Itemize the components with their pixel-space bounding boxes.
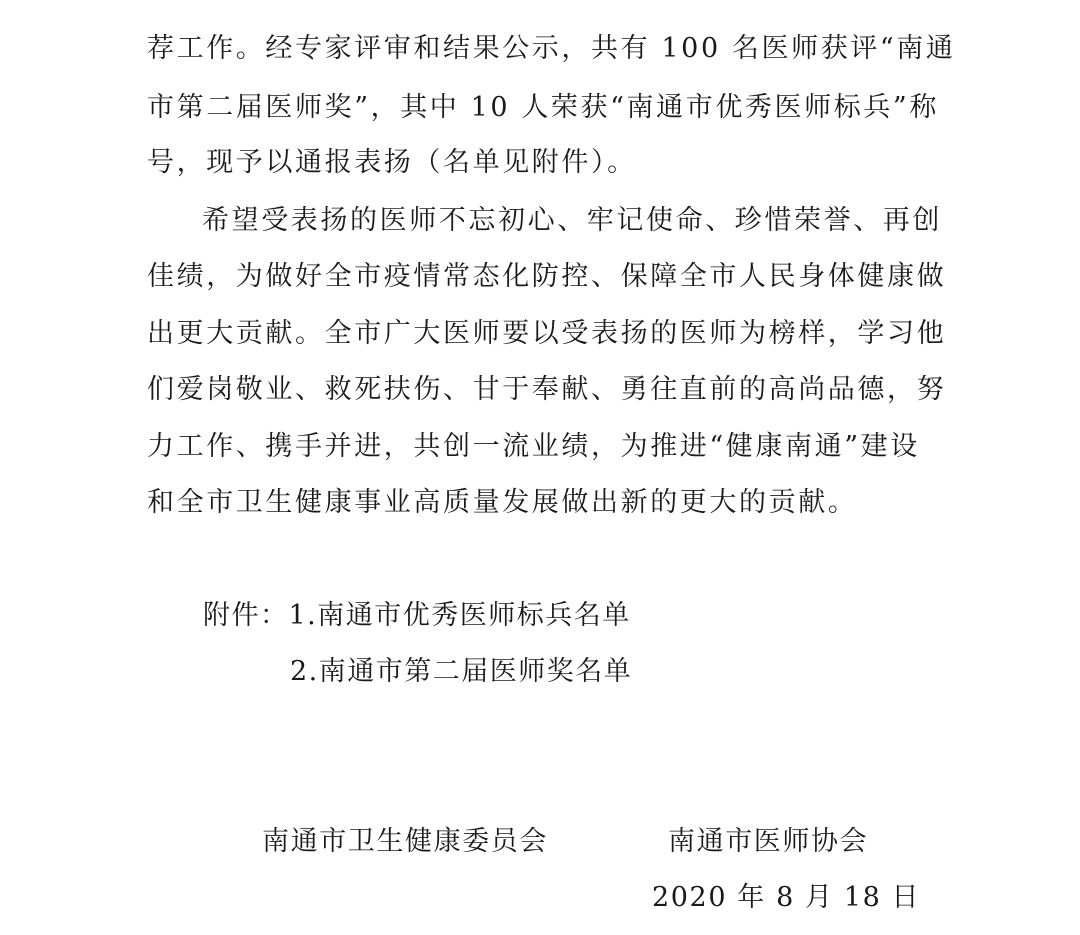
paragraph-1-line-1: 荐工作。经专家评审和结果公示，共有 100 名医师获评“南通 — [147, 33, 956, 64]
signature-health-commission: 南通市卫生健康委员会 — [262, 826, 548, 857]
paragraph-2-line-2: 佳绩，为做好全市疫情常态化防控、保障全市人民身体健康做 — [147, 261, 947, 292]
paragraph-2-line-4: 们爱岗敬业、救死扶伤、甘于奉献、勇往直前的高尚品德，努 — [147, 374, 947, 405]
paragraph-1-line-2: 市第二届医师奖”，其中 10 人荣获“南通市优秀医师标兵”称 — [147, 92, 939, 123]
signature-physician-association: 南通市医师协会 — [668, 826, 869, 857]
paragraph-2-line-3: 出更大贡献。全市广大医师要以受表扬的医师为榜样，学习他 — [147, 318, 947, 349]
document-date: 2020 年 8 月 18 日 — [652, 882, 921, 913]
paragraph-2-line-1: 希望受表扬的医师不忘初心、牢记使命、珍惜荣誉、再创 — [202, 205, 942, 236]
paragraph-2-line-5: 力工作、携手并进，共创一流业绩，为推进“健康南通”建设 — [147, 431, 920, 462]
paragraph-1-line-3: 号，现予以通报表扬（名单见附件）。 — [147, 147, 637, 178]
attachment-line-2: 2.南通市第二届医师奖名单 — [290, 656, 633, 687]
attachment-line-1: 附件：1.南通市优秀医师标兵名单 — [203, 600, 631, 631]
paragraph-2-line-6: 和全市卫生健康事业高质量发展做出新的更大的贡献。 — [147, 487, 858, 518]
